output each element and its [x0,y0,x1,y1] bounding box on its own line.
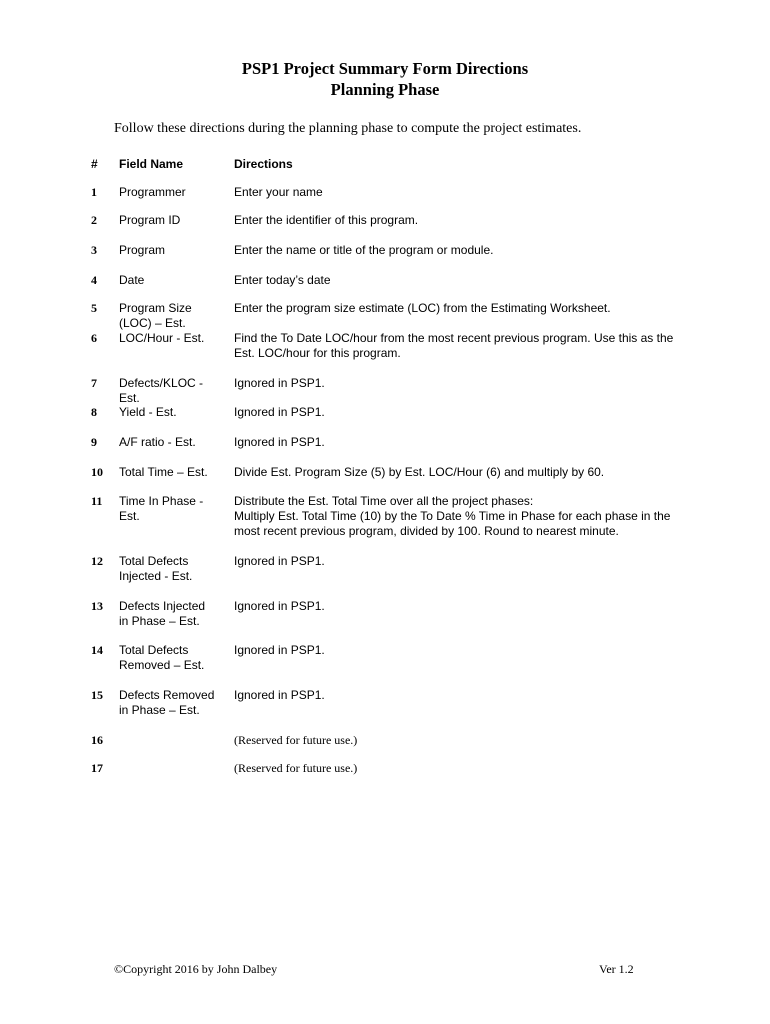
row-number: 9 [91,435,97,449]
row-number: 16 [91,733,103,747]
copyright-notice: ©Copyright 2016 by John Dalbey [114,962,278,976]
row-directions: Enter your name [234,185,323,199]
row-directions [234,494,684,539]
title-line-1: PSP1 Project Summary Form Directions [241,59,529,78]
row-directions: Find the To Date LOC/hour from the most recent previous program. Use this as the Est. LOC/hour for this program. [234,331,674,360]
row-directions: (Reserved for future use.) [234,761,358,775]
row-number: 11 [91,494,103,508]
row-directions: Ignored in PSP1. [234,435,325,449]
row-directions-line-2: Multiply Est. Total Time (10) by the To Date % Time in Phase for each phase in the most recent previous program, divided by 100. Round to nearest minute. [234,509,671,538]
row-directions: Ignored in PSP1. [234,554,325,568]
row-field-name: Defects/KLOC - Est. [119,376,204,405]
row-number: 8 [91,405,97,419]
row-field-name: Program ID [119,213,181,227]
row-directions: (Reserved for future use.) [234,733,358,747]
row-directions: Divide Est. Program Size (5) by Est. LOC/Hour (6) and multiply by 60. [234,465,605,479]
row-directions: Enter today’s date [234,273,331,287]
row-number: 4 [91,273,97,287]
row-field-name: Date [119,273,145,287]
row-number: 2 [91,213,97,227]
row-directions-line-1: Distribute the Est. Total Time over all the project phases: [234,494,534,508]
row-directions: Ignored in PSP1. [234,599,325,613]
row-directions: Ignored in PSP1. [234,405,325,419]
title-line-2: Planning Phase [330,80,440,99]
document-title [0,58,770,100]
header-number: # [91,157,98,171]
header-directions: Directions [234,157,293,171]
row-number: 13 [91,599,103,613]
row-field-name: LOC/Hour - Est. [119,331,205,345]
row-field-name: Time In Phase - Est. [119,494,204,523]
row-number: 14 [91,643,103,657]
row-directions: Ignored in PSP1. [234,688,325,702]
row-directions: Enter the name or title of the program or module. [234,243,494,257]
row-number: 5 [91,301,97,315]
row-field-name: Program [119,243,166,257]
version-label: Ver 1.2 [599,962,634,976]
row-number: 6 [91,331,97,345]
row-directions: Ignored in PSP1. [234,643,325,657]
row-field-name: Defects Injected in Phase – Est. [119,599,206,628]
row-field-name: Programmer [119,185,186,199]
row-field-name: Yield - Est. [119,405,177,419]
row-number: 17 [91,761,103,775]
row-directions: Enter the identifier of this program. [234,213,419,227]
row-number: 7 [91,376,97,390]
header-field-name: Field Name [119,157,184,171]
row-number: 1 [91,185,97,199]
row-number: 10 [91,465,103,479]
row-field-name: Total Time – Est. [119,465,208,479]
row-field-name: A/F ratio - Est. [119,435,196,449]
row-number: 3 [91,243,97,257]
row-number: 12 [91,554,103,568]
row-field-name: Program Size (LOC) – Est. [119,301,192,330]
row-field-name: Defects Removed in Phase – Est. [119,688,215,717]
row-directions: Enter the program size estimate (LOC) from the Estimating Worksheet. [234,301,611,315]
row-field-name: Total Defects Injected - Est. [119,554,193,583]
row-directions: Ignored in PSP1. [234,376,325,390]
row-field-name: Total Defects Removed – Est. [119,643,205,672]
intro-text: Follow these directions during the planning phase to compute the project estimates. [114,121,582,136]
row-number: 15 [91,688,103,702]
